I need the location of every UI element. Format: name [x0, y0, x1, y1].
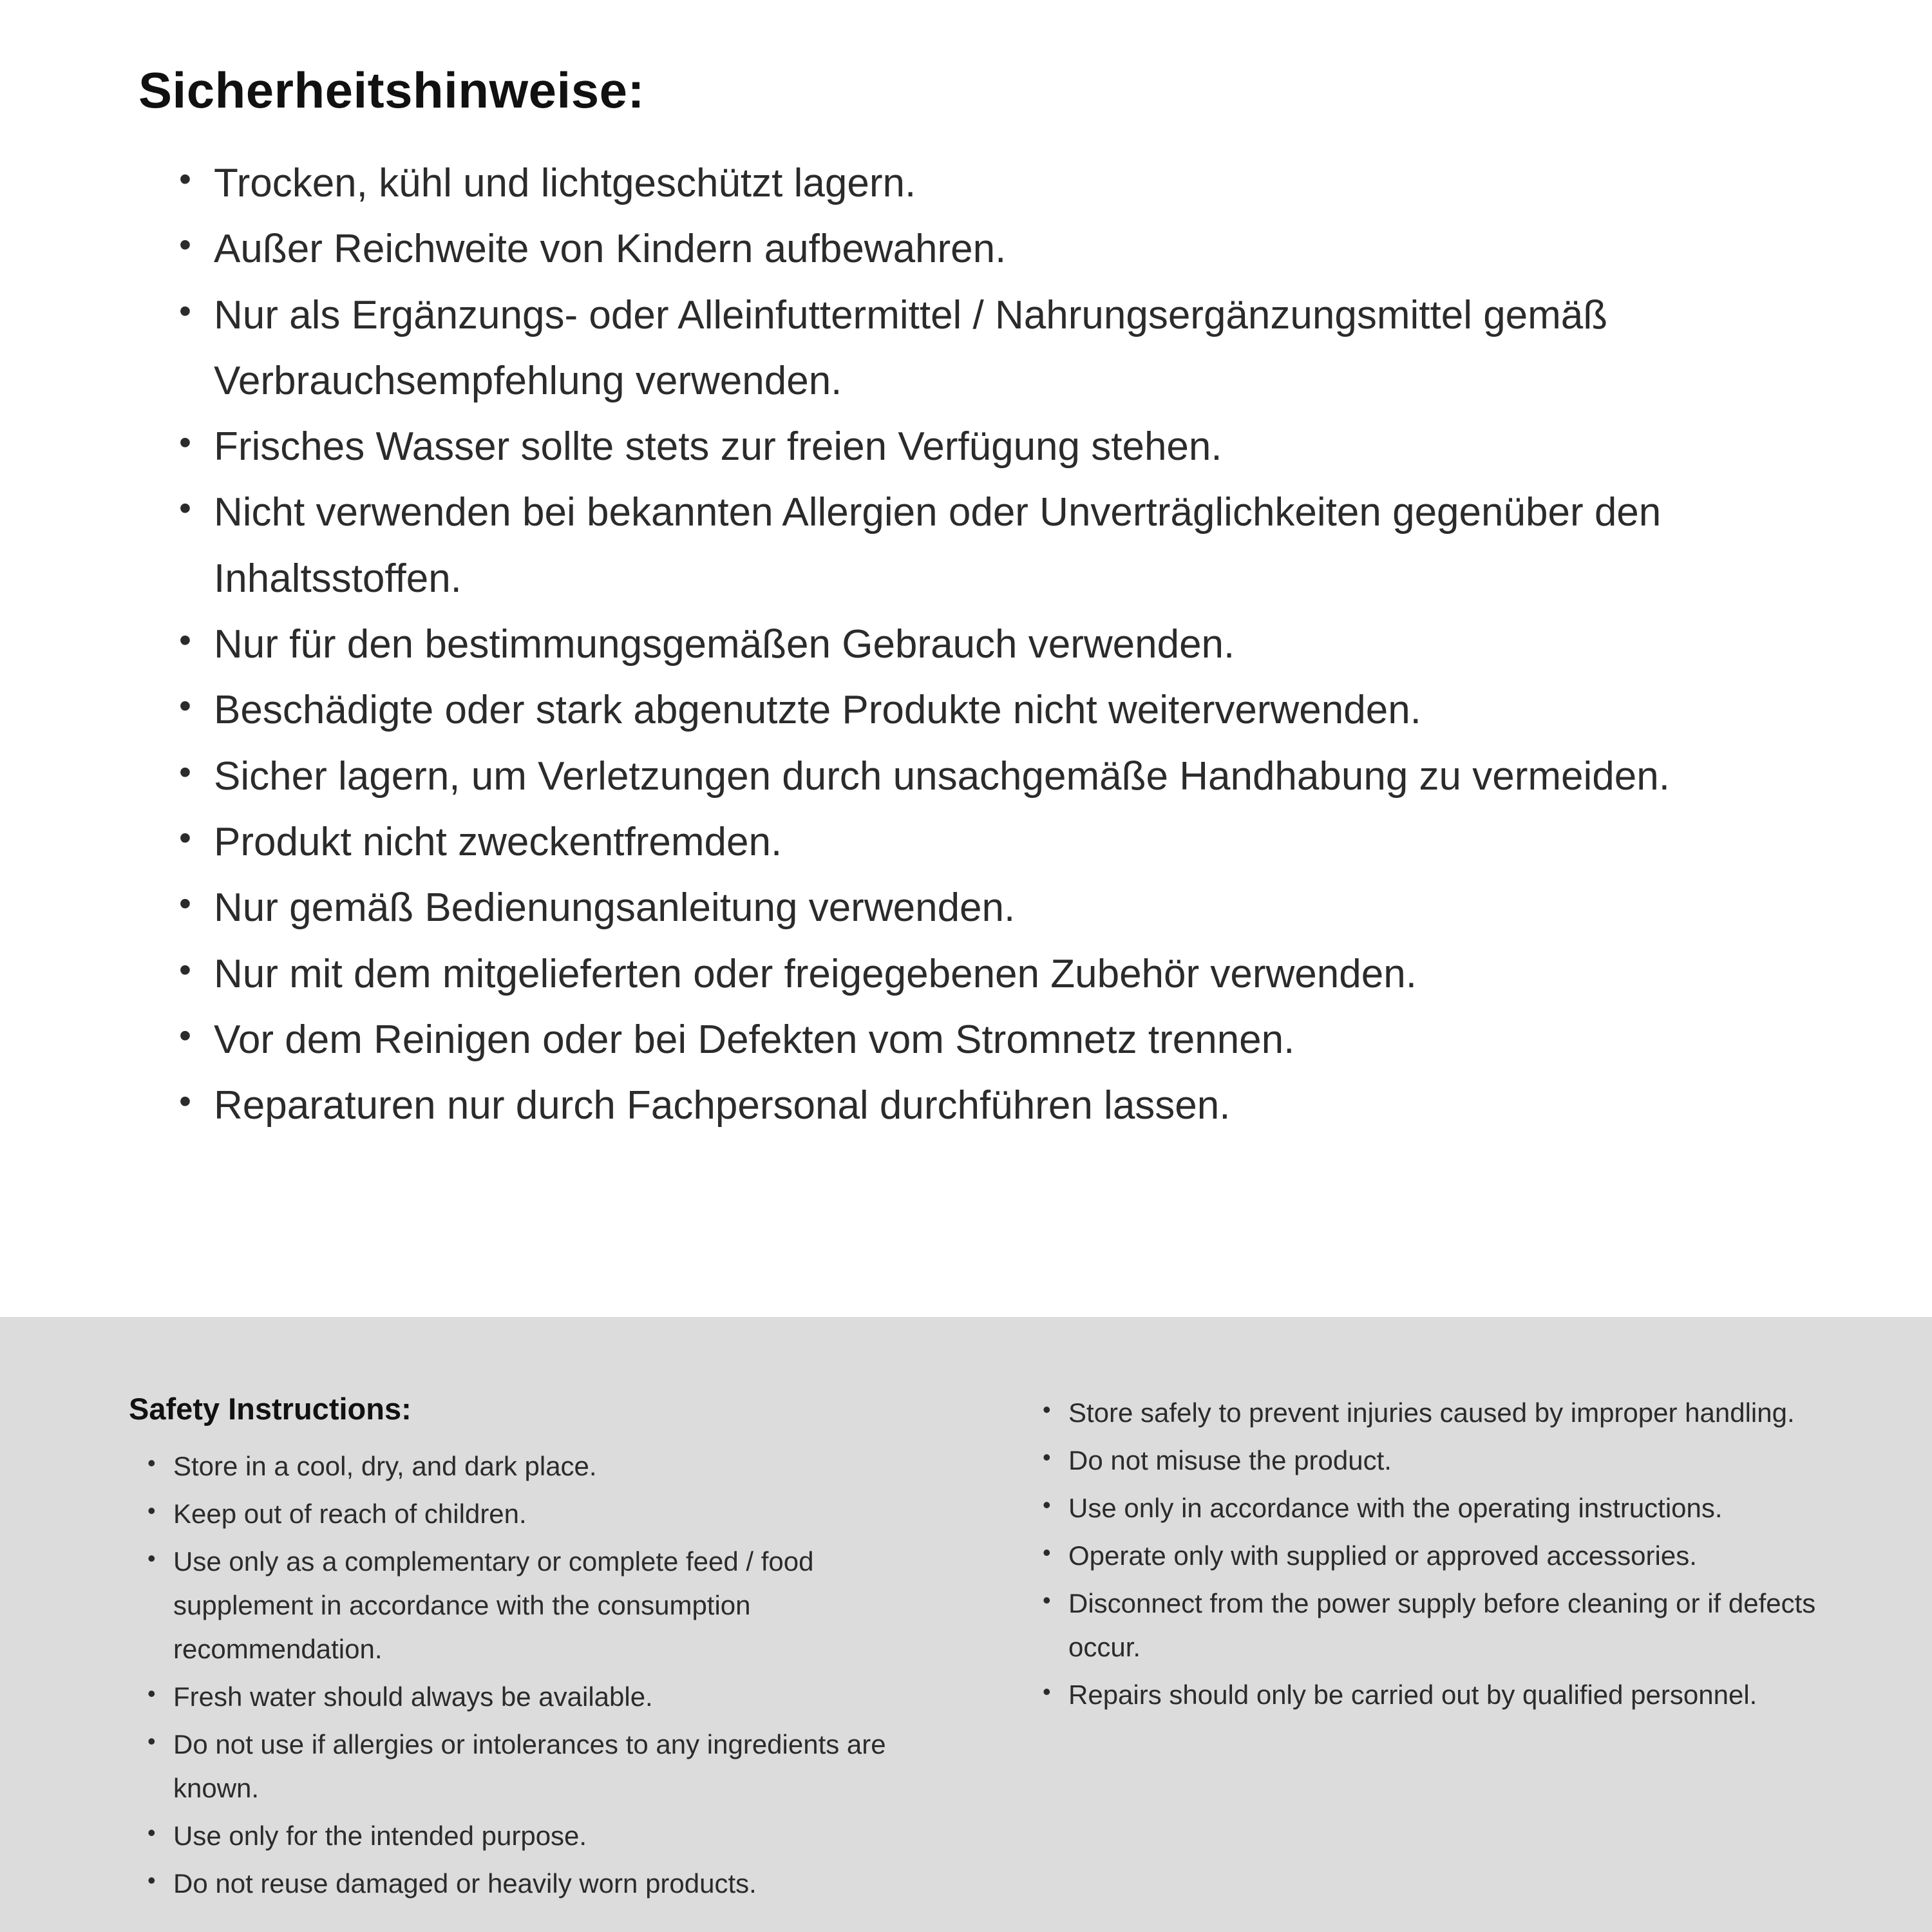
list-item: • Do not use if allergies or intolerances to any ingredients are known. [145, 1723, 940, 1810]
list-item: • Nur mit dem mitgelieferten oder freigegebenen Zubehör verwenden. [174, 942, 1855, 1007]
list-item: • Beschädigte oder stark abgenutzte Produkte nicht weiterverwenden. [174, 677, 1855, 743]
list-item: • Disconnect from the power supply before cleaning or if defects occur. [1040, 1582, 1835, 1669]
list-item: • Keep out of reach of children. [145, 1492, 940, 1536]
list-item: • Repairs should only be carried out by qualified personnel. [1040, 1673, 1835, 1717]
list-item: • Nur gemäß Bedienungsanleitung verwenden. [174, 875, 1855, 941]
list-item: • Do not misuse the product. [1040, 1439, 1835, 1482]
english-section [0, 1317, 1932, 1932]
english-left-bullet-list [145, 1444, 940, 1906]
german-title: Sicherheitshinweise: [138, 62, 645, 118]
list-item: • Use only as a complementary or complete feed / food supplement in accordance with the consumption recommendation. [145, 1540, 940, 1671]
list-item: • Nur für den bestimmungsgemäßen Gebrauch verwenden. [174, 612, 1855, 677]
list-item: • Nur als Ergänzungs- oder Alleinfuttermittel / Nahrungsergänzungsmittel gemäß Verbrauchsempfehlung verwenden. [174, 283, 1855, 415]
english-left-column [129, 1391, 940, 1909]
list-item: • Fresh water should always be available. [145, 1675, 940, 1719]
english-right-column [1024, 1391, 1835, 1721]
list-item: • Außer Reichweite von Kindern aufbewahren. [174, 216, 1855, 282]
list-item: • Store in a cool, dry, and dark place. [145, 1444, 940, 1488]
list-item: • Use only in accordance with the operating instructions. [1040, 1486, 1835, 1530]
list-item: • Nicht verwenden bei bekannten Allergien oder Unverträglichkeiten gegenüber den Inhaltsstoffen. [174, 480, 1855, 612]
list-item: • Use only for the intended purpose. [145, 1814, 940, 1858]
list-item: • Sicher lagern, um Verletzungen durch unsachgemäße Handhabung zu vermeiden. [174, 744, 1855, 810]
list-item: • Trocken, kühl und lichtgeschützt lagern. [174, 151, 1855, 216]
list-item: • Produkt nicht zweckentfremden. [174, 810, 1855, 875]
list-item: • Do not reuse damaged or heavily worn products. [145, 1862, 940, 1906]
english-title: Safety Instructions: [129, 1392, 412, 1426]
list-item: • Operate only with supplied or approved accessories. [1040, 1534, 1835, 1578]
list-item: • Store safely to prevent injuries caused by improper handling. [1040, 1391, 1835, 1435]
list-item: • Vor dem Reinigen oder bei Defekten vom Stromnetz trennen. [174, 1007, 1855, 1073]
german-bullet-list [174, 151, 1855, 1139]
list-item: • Frisches Wasser sollte stets zur freien Verfügung stehen. [174, 414, 1855, 480]
english-right-bullet-list [1040, 1391, 1835, 1717]
list-item: • Reparaturen nur durch Fachpersonal durchführen lassen. [174, 1073, 1855, 1139]
